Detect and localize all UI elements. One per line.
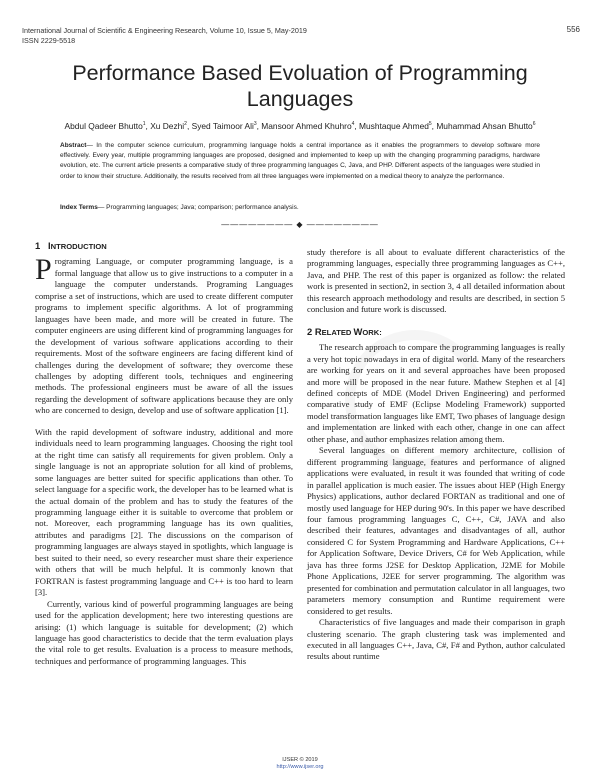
index-terms-text: — Programming languages; Java; comparison; performance analysis. [97,204,299,211]
intro-paragraph-3: Currently, various kind of powerful programming languages are being used for the application development; here two interesting questions are arising: (1) which language is suitable for development; (2) which language has good characteristics to decide that the term evaluation plays the vital role to get results. Evaluation is a process to measure methods, techniques and performance of programming languages. This [35,598,293,666]
journal-name: International Journal of Scientific & Engineering Research, Volume 10, Issue 5, May-2019 [22,26,307,35]
page-footer [0,757,600,771]
author: Xu Dezhi$^2$, [150,121,192,131]
intro-paragraph-2: With the rapid development of software industry, additional and more individuals need to learn programming languages. Choosing the right tool at the right time can satisfy all requirements for given problem. Only a single language is not an appropriate solution for all kind of problems, some languages are better suited for specific applications than other. To select language for a specific work, the developer has to be learned what is the actual domain of the problem and has to study the features of the programming language either it is suitable to overcome that problem or not. Moreover, each programming language has its own qualities, attributes and paradigms [2]. The discussions on the comparison of programming languages are always stayed in spotlights, which language is best suited to their need, so every researcher must share their experience with others that will be much helpful. It is commonly known that FORTRAN is fastest programming language and C++ is too hard to learn [3]. [35,426,293,598]
drop-cap: P [35,253,52,287]
author-list [10,121,590,131]
author: Abdul Qadeer Bhutto$^1$, [64,121,151,131]
index-terms-label: Index Terms [60,204,98,211]
abstract-label: Abstract [60,142,87,149]
section-heading-introduction: 1 INTRODUCTION [35,240,107,251]
left-column [35,240,293,667]
section-heading-related-work: 2 RELATED WORK: [307,325,382,337]
intro-paragraph-1: Programing Language, or computer programming language, is a formal language that allow us to give instructions to a computer in a language the computer understands. Programing Languages comprise a set of instructions, which are used to create different computer programs to implement specific algorithms. A lot of programming languages have been made, and more will be created in future. The computer engineers are using different kind of programming languages for the development of various software applications according to their requirements. Most of the software engineers are facing different kind of challenges during the development of software; they overcome these challenges by adopting different tools, techniques and engineering methods. The professional engineers must be aware of all the issues regarding the development of software applications because they are only who are concerned to design, develop and use of software application [1]. [35,253,293,416]
abstract-text: — In the computer science curriculum, programming language holds a central importance as it enables the programmers to develop software more effectively. Every year, multiple programming languages are proposed, designed and implemented to keep up with the changing programming paradigms, hardware evolution, etc. The current article presents a comparative study of three programming languages C, Java, and PHP. Different aspects of the languages were studied in order to know their structure. Additionally, the results received from all three languages were implemented on a medical theory to analyze the performance. [60,142,540,180]
abstract [60,141,540,182]
journal-header [22,26,307,46]
footer-link[interactable]: http://www.ijser.org [276,764,324,770]
copyright: IJSER © 2019 [282,757,318,763]
issn: ISSN 2229-5518 [22,36,76,45]
right-column [307,247,565,663]
author: Syed Taimoor Ali$^3$, [191,121,262,131]
related-paragraph-1: The research approach to compare the programming languages is really a very hot topic nowadays in era of digital world. Many of the researchers are working for years on it and several approaches have been proposed and more will be proposed in the near future. Mathew Stephen et al [4] defined concepts of MDE (Model Driven Engineering) and performed comparative study of EMF (Eclipse Modeling Framework) supported model transformation languages like EMT, Two phases of language design and implementation are linked with each other, change in one can affect other phase, and author emphasizes relation among them. [307,342,566,444]
page-number: 556 [566,25,580,34]
author: Mushtaque Ahmed$^5$, [359,121,437,131]
index-terms [60,204,540,211]
author: Muhammad Ahsan Bhutto$^6$ [436,121,536,131]
related-paragraph-3: Characteristics of five languages and made their comparison in graph clustering scenario. The graph clustering task was implemented and executed in all languages C++, Java, C#, F# and Python, author calculated results about runtime [307,617,565,662]
paper-title: Performance Based Evoluation of Programming Languages [72,61,528,111]
related-paragraph-2: Several languages on different memory architecture, collision of different programming language, features and performance of aligned applications were evaluated, in result it was founded that writing of code in parallel application is much easier. The issues about HEP (High Energy Physics) applications, author declared FORTAN as traditional and one of mostly used language for HEP during 90's. In this paper we have described four famous programming languages C, C++, C#, JAVA and also described their features, advantages and disadvantages of all, author considered C for System Programming and Hardware Applications, C++ for Application Software, Device Drivers, C# for Web Application, while java has three forms J2SE for Desktop Application, J2ME for Mobile Phone Applications, J2EE for server programming. The algorithm was presented for combination and permutation calculator in all languages, two parameters memory consumption and Runtime requirement were considered to get results. [307,445,565,616]
section-separator: ———————— ◆ ———————— [221,220,379,229]
author: Mansoor Ahmed Khuhro$^4$, [261,121,360,131]
intro-paragraph-4: study therefore is all about to evaluate different characteristics of the programming languages, especially three programming languages as C++, Java, and PHP. The rest of this paper is organized as follow: the related work is presented in section2, in section 3, 4 all detailed information about this research approach methodology and results are described, in section 5 conclusion and future work is discussed. [307,247,565,315]
